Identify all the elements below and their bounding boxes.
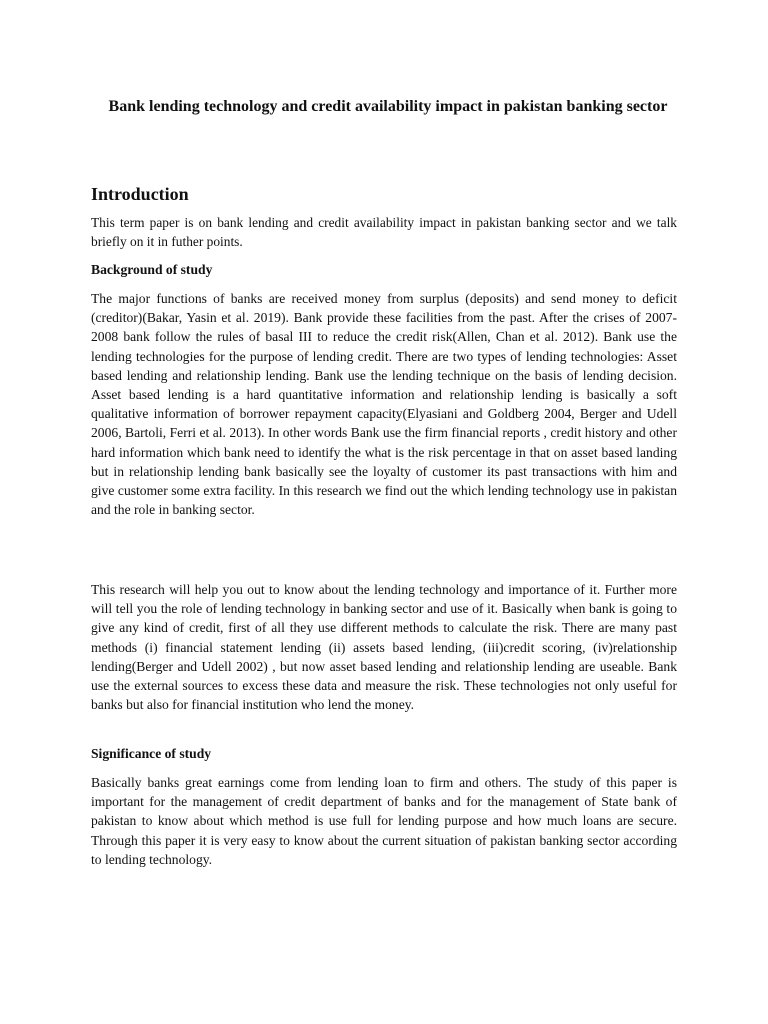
background-heading: Background of study (91, 262, 213, 277)
document-title: Bank lending technology and credit availability impact in pakistan banking sector (108, 98, 668, 115)
background-paragraph-2: This research will help you out to know about the lending technology and importance of it. Further more will tell you the role of lending technology in banking sector and use of it. Basically when bank is going to give any kind of credit, first of all they use different methods to calculate the risk. There are many past methods (i) financial statement lending (ii) assets based lending, (iii)credit scoring, (iv)relationship lending(Berger and Udell 2002) , but now asset based lending and relationship lending are useable. Bank use the external sources to excess these data and measure the risk. These technologies not only useful for banks but also for financial institution who lend the money. (91, 582, 677, 713)
significance-heading: Significance of study (91, 746, 212, 761)
introduction-heading: Introduction (91, 184, 189, 204)
significance-paragraph: Basically banks great earnings come from lending loan to firm and others. The study of this paper is important for the management of credit department of banks and for the management of State bank of pakistan to know about which method is use full for lending purpose and how much loans are secure. Through this paper it is very easy to know about the current situation of pakistan banking sector according to lending technology. (91, 775, 677, 867)
background-paragraph-1: The major functions of banks are received money from surplus (deposits) and send money to deficit (creditor)(Bakar, Yasin et al. 2019). Bank provide these facilities from the past. After the crises of 2007-2008 bank follow the rules of basal III to reduce the credit risk(Allen, Chan et al. 2012). Bank use the lending technologies for the purpose of lending credit. There are two types of lending technologies: Asset based lending and relationship lending. Bank use the lending technique on the basis of lending decision. Asset based lending is a hard quantitative information and relationship lending is basically a soft qualitative information of borrower repayment capacity(Elyasiani and Goldberg 2004, Berger and Udell 2006, Bartoli, Ferri et al. 2013). In other words Bank use the firm financial reports , credit history and other hard information which bank need to identify the what is the risk percentage in that on asset based landing but in relationship lending bank basically see the loyalty of customer its past transactions with him and give customer some extra facility. In this research we find out the which lending technology use in pakistan and the role in banking sector. (91, 291, 677, 518)
introduction-paragraph: This term paper is on bank lending and credit availability impact in pakistan banking sector and we talk briefly on it in futher points. (91, 215, 677, 249)
